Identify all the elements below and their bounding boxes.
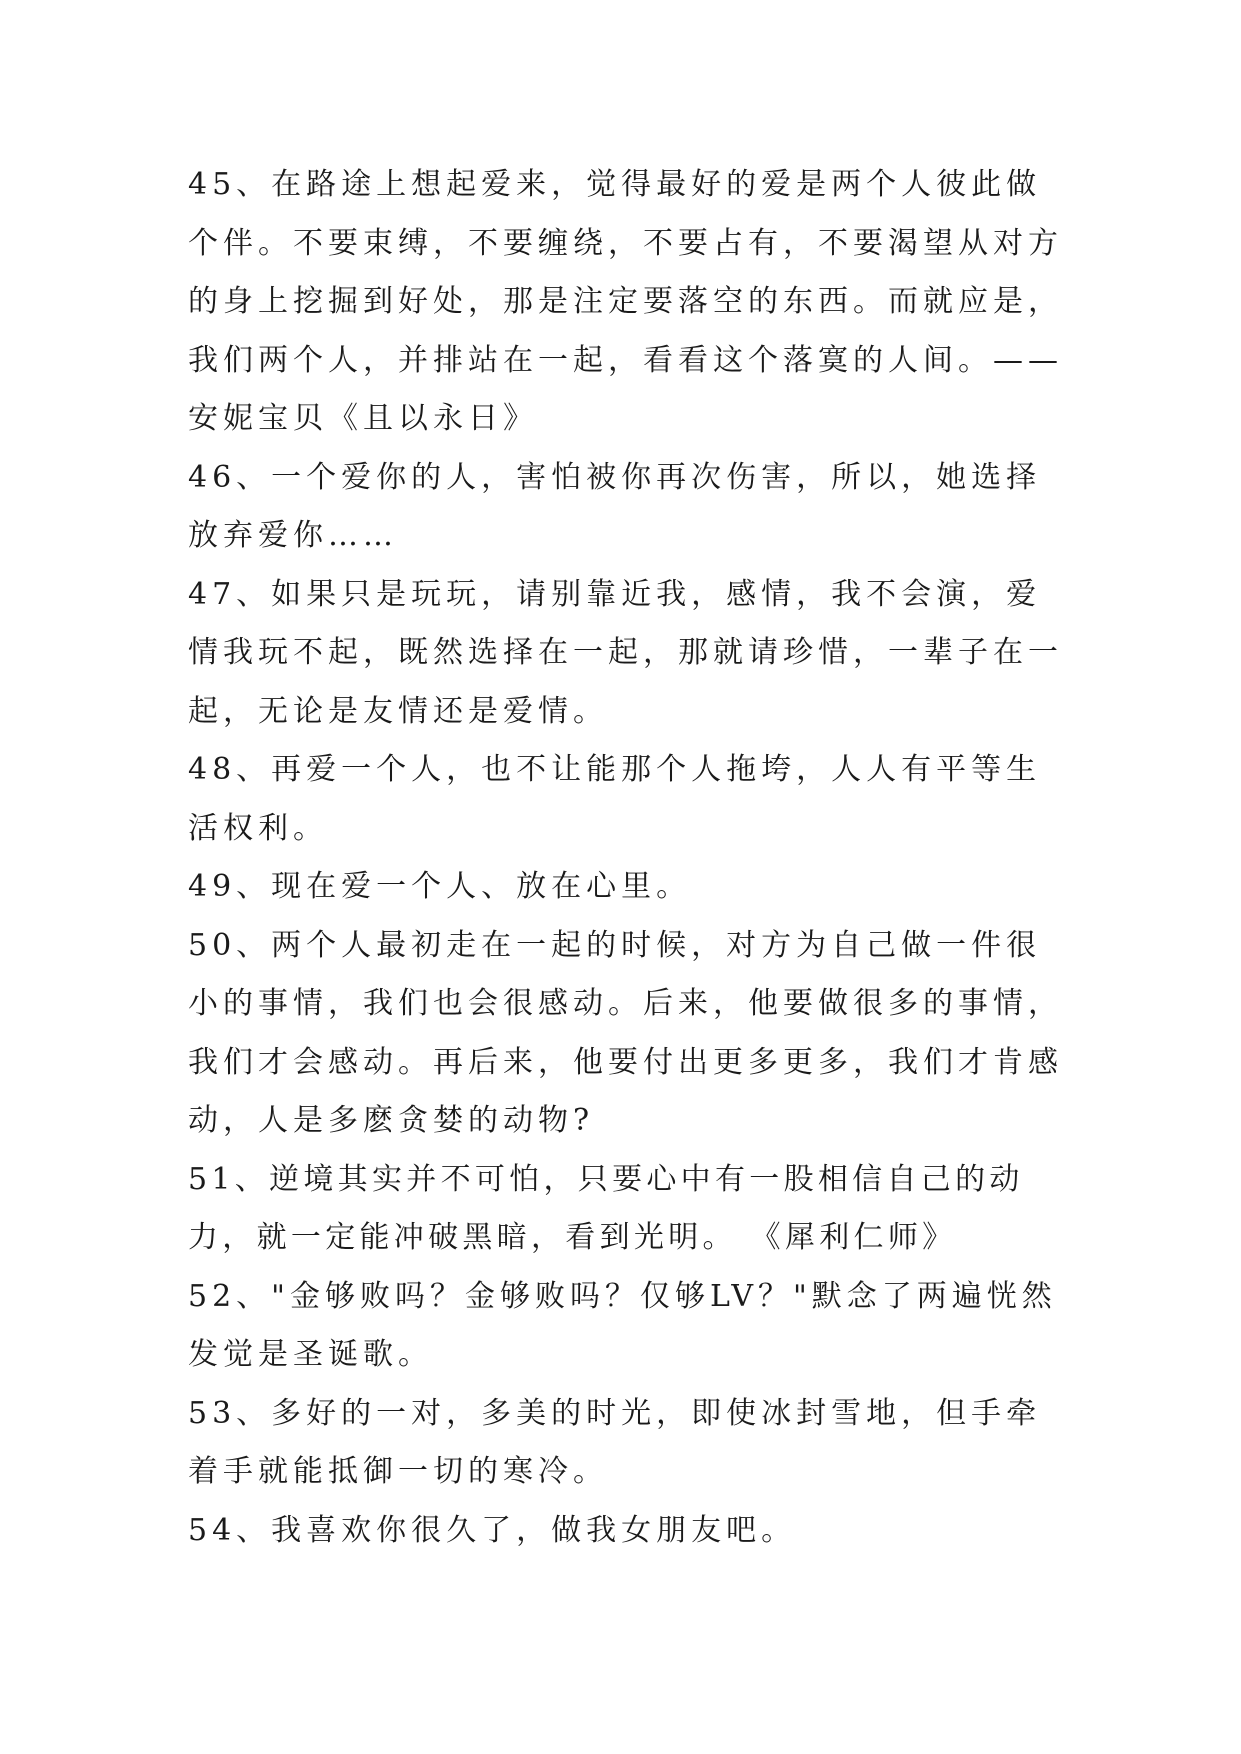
paragraph-46: 46、一个爱你的人，害怕被你再次伤害，所以，她选择放弃爱你…… — [188, 459, 1042, 553]
paragraph-52: 52、"金够败吗？金够败吗？仅够LV？"默念了两遍恍然发觉是圣诞歌。 — [188, 1278, 1057, 1372]
paragraph-49: 49、现在爱一个人、放在心里。 — [188, 869, 692, 904]
paragraph-51: 51、逆境其实并不可怕，只要心中有一股相信自己的动力，就一定能冲破黑暗，看到光明。 《犀利仁师》 — [188, 1161, 1024, 1255]
paragraph-48: 48、再爱一个人，也不让能那个人拖垮，人人有平等生活权利。 — [188, 752, 1042, 846]
paragraph-53: 53、多好的一对，多美的时光，即使冰封雪地，但手牵着手就能抵御一切的寒冷。 — [188, 1395, 1042, 1489]
paragraph-47: 47、如果只是玩玩，请别靠近我，感情，我不会演，爱情我玩不起，既然选择在一起，那就请珍惜，一辈子在一起，无论是友情还是爱情。 — [188, 576, 1063, 729]
paragraph-50: 50、两个人最初走在一起的时候，对方为自己做一件很小的事情，我们也会很感动。后来，他要做很多的事情，我们才会感动。再后来，他要付出更多更多，我们才肯感动，人是多麽贪婪的动物? — [188, 927, 1063, 1138]
paragraph-54: 54、我喜欢你很久了，做我女朋友吧。 — [188, 1512, 797, 1548]
document-body — [188, 156, 1068, 1560]
paragraph-45: 45、在路途上想起爱来，觉得最好的爱是两个人彼此做个伴。不要束缚，不要缠绕，不要占有，不要渴望从对方的身上挖掘到好处，那是注定要落空的东西。而就应是，我们两个人，并排站在一起，看看这个落寞的人间。——安妮宝贝《且以永日》 — [188, 167, 1063, 436]
